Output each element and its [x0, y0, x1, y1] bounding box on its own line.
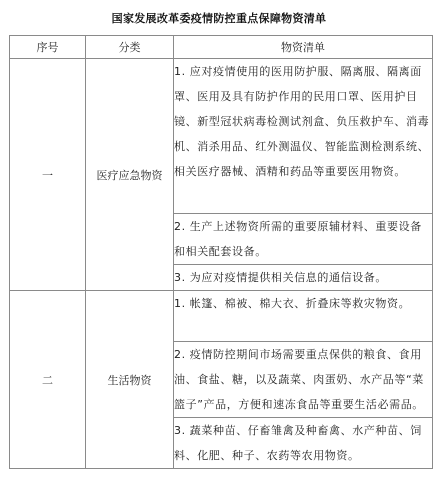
table-header-row — [10, 36, 433, 59]
group-1-category: 医疗应急物资 — [86, 59, 174, 291]
table-row — [10, 59, 433, 214]
group-2-item-1: 1. 帐篷、棉被、棉大衣、折叠床等救灾物资。 — [174, 291, 433, 342]
group-2-item-2: 2. 疫情防控期间市场需要重点保供的粮食、食用油、食盐、糖，以及蔬菜、肉蛋奶、水产品等“菜篮子”产品，方便和速冻食品等重要生活必需品。 — [174, 342, 433, 418]
group-2-num: 二 — [10, 291, 86, 469]
group-2-item-3: 3. 蔬菜种苗、仔畜雏禽及种畜禽、水产种苗、饲料、化肥、种子、农药等农用物资。 — [174, 418, 433, 469]
group-1-item-3: 3. 为应对疫情提供相关信息的通信设备。 — [174, 265, 433, 291]
group-1-num: 一 — [10, 59, 86, 291]
header-category: 分类 — [86, 36, 174, 59]
header-num: 序号 — [10, 36, 86, 59]
group-1-item-1: 1. 应对疫情使用的医用防护服、隔离服、隔离面罩、医用及具有防护作用的民用口罩、医用护目镜、新型冠状病毒检测试剂盒、负压救护车、消毒机、消杀用品、红外测温仪、智能监测检测系统、相关医疗器械、酒精和药品等重要医用物资。 — [174, 59, 433, 214]
table-row — [10, 291, 433, 342]
group-2-category: 生活物资 — [86, 291, 174, 469]
header-items: 物资清单 — [174, 36, 433, 59]
document-title: 国家发展改革委疫情防控重点保障物资清单 — [111, 12, 327, 25]
group-1-item-2: 2. 生产上述物资所需的重要原辅材料、重要设备和相关配套设备。 — [174, 214, 433, 265]
supplies-table — [9, 35, 433, 469]
